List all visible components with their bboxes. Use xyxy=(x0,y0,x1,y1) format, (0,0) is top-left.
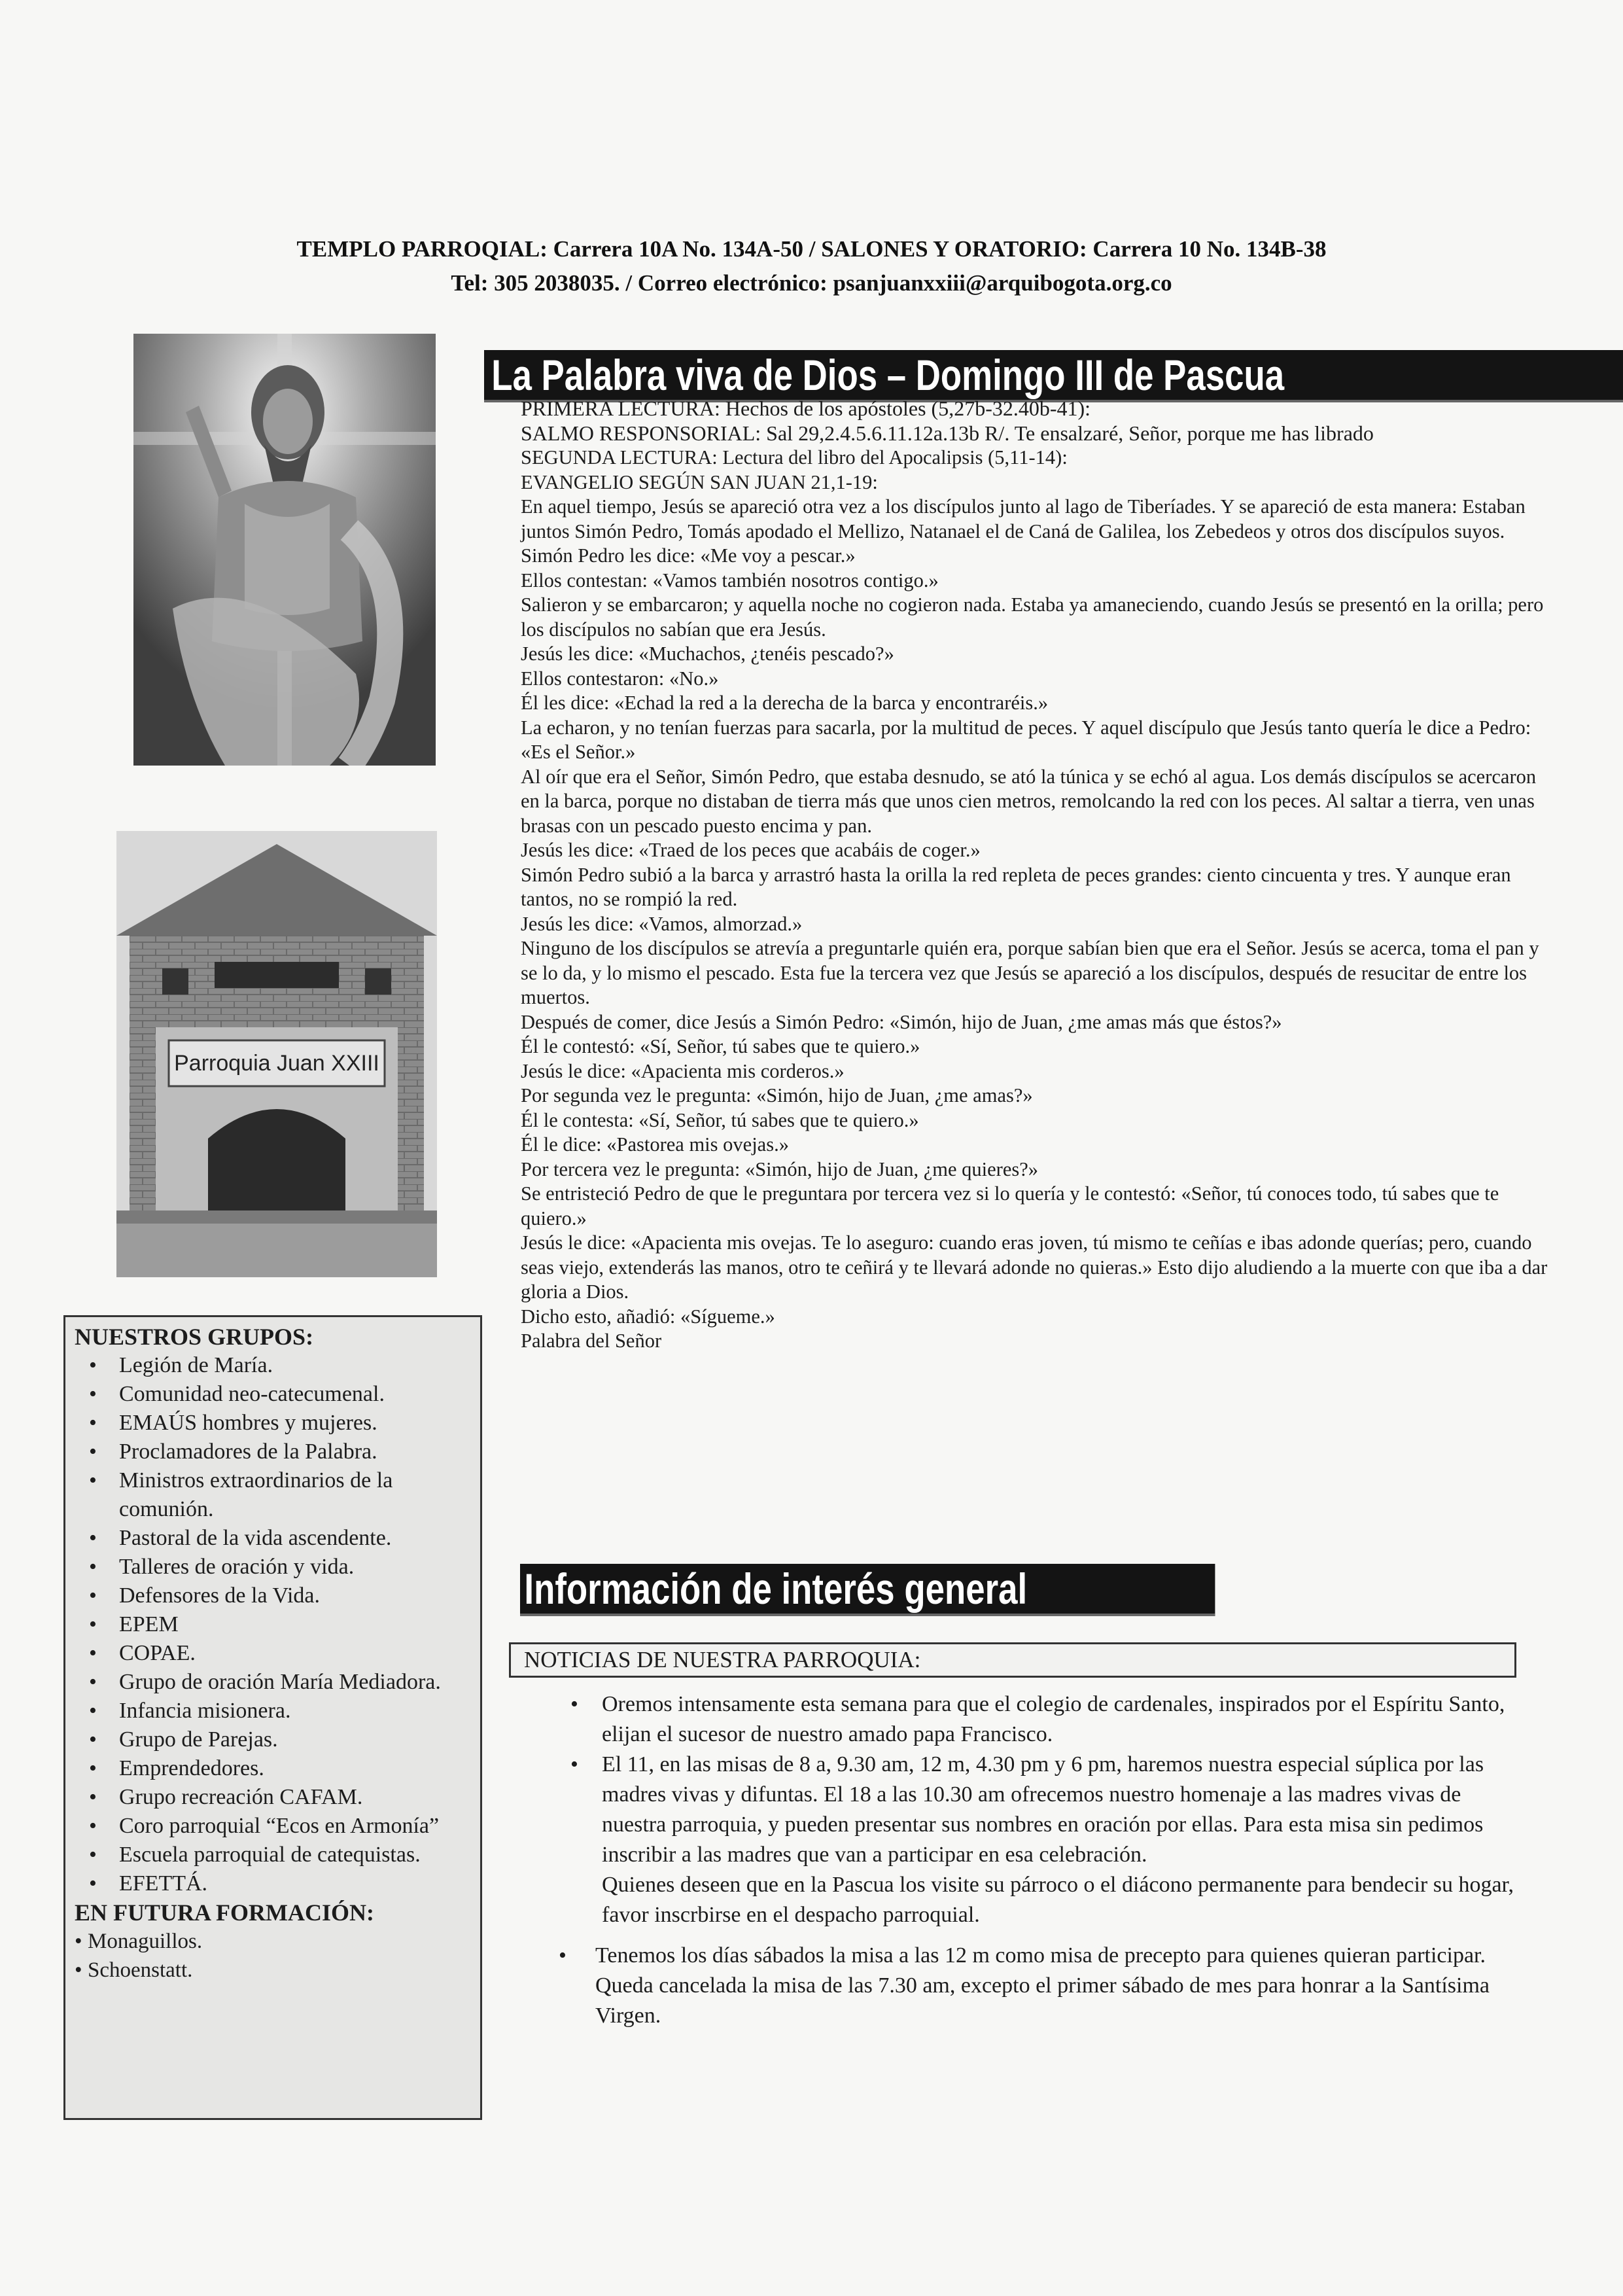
group-item: • Pastoral de la vida ascendente. xyxy=(75,1524,474,1553)
group-item: • Ministros extraordinarios de la comunión. xyxy=(75,1466,474,1524)
reading-line: Salieron y se embarcaron; y aquella noche no cogieron nada. Estaba ya amaneciendo, cuando Jesús se presentó en la orilla; pero los discípulos no sabían que era Jesús. xyxy=(521,593,1544,641)
reading-line: EVANGELIO SEGÚN SAN JUAN 21,1-19: xyxy=(521,470,878,493)
reading-line: Por segunda vez le pregunta: «Simón, hijo de Juan, ¿me amas?» xyxy=(521,1084,1033,1106)
church-image xyxy=(116,831,437,1277)
reading-line: Jesús les dice: «Vamos, almorzad.» xyxy=(521,912,803,935)
group-item: • Talleres de oración y vida. xyxy=(75,1553,474,1581)
future-item: • Schoenstatt. xyxy=(75,1956,474,1985)
noticias-heading: NOTICIAS DE NUESTRA PARROQUIA: xyxy=(509,1642,1516,1678)
reading-line: Él le dice: «Pastorea mis ovejas.» xyxy=(521,1133,789,1156)
groups-title: NUESTROS GRUPOS: xyxy=(75,1324,314,1350)
noticia-item: • El 11, en las misas de 8 a, 9.30 am, 12 m, 4.30 pm y 6 pm, haremos nuestra especial súplica por las madres vivas y difuntas. El 18 a las 10.30 am ofrecemos nuestro homenaje a las madres vivas de nuestra parroquia, y pueden presentar sus nombres en oración por ellas. Para esta misa sin pedimos inscribir a las madres que van a participar en esa celebración. xyxy=(530,1750,1518,1870)
group-item: • Legión de María. xyxy=(75,1351,474,1380)
reading-line: Ninguno de los discípulos se atrevía a preguntarle quién era, porque sabían bien que era el Señor. Jesús se acerca, toma el pan y se lo da, y lo mismo el pescado. Esta fue la tercera vez que Jesús se apareció a los discípulos, después de resucitar de entre los muertos. xyxy=(521,937,1539,1008)
reading-line: Simón Pedro subió a la barca y arrastró hasta la orilla la red repleta de peces grandes: ciento cincuenta y tres. Y aunque eran tantos, no se rompió la red. xyxy=(521,863,1511,910)
reading-line: Simón Pedro les dice: «Me voy a pescar.» xyxy=(521,544,856,567)
group-item: • Grupo recreación CAFAM. xyxy=(75,1783,474,1812)
reading-line: En aquel tiempo, Jesús se apareció otra vez a los discípulos junto al lago de Tiberíades. Y se apareció de esta manera: Estaban juntos Simón Pedro, Tomás apodado el Mellizo, Natanael el de Caná de Galilea, los Zebedeos y otros dos discípulos suyos. xyxy=(521,495,1526,542)
palabra-banner: La Palabra viva de Dios – Domingo III de Pascua xyxy=(484,350,1623,402)
group-item: • EMAÚS hombres y mujeres. xyxy=(75,1409,474,1438)
noticia-item: • Tenemos los días sábados la misa a las 12 m como misa de precepto para quienes quieran participar. Queda cancelada la misa de las 7.30 am, excepto el primer sábado de mes para honrar a la Santísima Virgen. xyxy=(530,1941,1518,2031)
parish-header xyxy=(0,232,1623,300)
future-item: • Monaguillos. xyxy=(75,1927,474,1956)
noticia-item: • Oremos intensamente esta semana para que el colegio de cardenales, inspirados por el Espíritu Santo, elijan el sucesor de nuestro amado papa Francisco. xyxy=(530,1689,1518,1750)
reading-line: Palabra del Señor xyxy=(521,1330,662,1352)
group-item: • COPAE. xyxy=(75,1639,474,1668)
jesus-image xyxy=(133,334,436,766)
group-item: • Grupo de oración María Mediadora. xyxy=(75,1668,474,1697)
reading-line: Ellos contestan: «Vamos también nosotros contigo.» xyxy=(521,569,939,592)
reading-line: Jesús le dice: «Apacienta mis corderos.» xyxy=(521,1059,845,1082)
reading-line: Se entristeció Pedro de que le preguntara por tercera vez si lo quería y le contestó: «Señor, tú conoces todo, tú sabes que te quiero.» xyxy=(521,1182,1499,1229)
reading-line: Ellos contestaron: «No.» xyxy=(521,667,719,690)
group-item: • Coro parroquial “Ecos en Armonía” xyxy=(75,1812,474,1841)
reading-line: Él les dice: «Echad la red a la derecha de la barca y encontraréis.» xyxy=(521,692,1049,714)
reading-line: Jesús le dice: «Apacienta mis ovejas. Te lo aseguro: cuando eras joven, tú mismo te ceñías e ibas adonde querías; pero, cuando seas viejo, extenderás las manos, otro te ceñirá y te llevará adonde no quieras.» Esto dijo aludiendo a la muerte con que iba a dar gloria a Dios. xyxy=(521,1231,1548,1303)
group-item: • Escuela parroquial de catequistas. xyxy=(75,1841,474,1869)
address-line: TEMPLO PARROQIAL: Carrera 10A No. 134A-50 / SALONES Y ORATORIO: Carrera 10 No. 134B-38 xyxy=(296,236,1327,262)
reading-line: Jesús les dice: «Muchachos, ¿tenéis pescado?» xyxy=(521,643,894,665)
info-banner: Información de interés general xyxy=(520,1564,1215,1616)
reading-line: Al oír que era el Señor, Simón Pedro, que estaba desnudo, se ató la túnica y se echó al agua. Los demás discípulos se acercaron en la barca, porque no distaban de tierra más que unos cien metros, remolcando la red con los peces. Al saltar a tierra, ven unas brasas con un pescado puesto encima y pan. xyxy=(521,765,1537,837)
church-sign: Parroquia Juan XXIII xyxy=(174,1051,379,1076)
reading-line: Dicho esto, añadió: «Sígueme.» xyxy=(521,1305,775,1328)
reading-line: Él le contestó: «Sí, Señor, tú sabes que te quiero.» xyxy=(521,1035,920,1057)
reading-line: SEGUNDA LECTURA: Lectura del libro del Apocalipsis (5,11-14): xyxy=(521,446,1068,468)
reading-line: Él le contesta: «Sí, Señor, tú sabes que te quiero.» xyxy=(521,1108,919,1131)
reading-line: Por tercera vez le pregunta: «Simón, hijo de Juan, ¿me quieres?» xyxy=(521,1157,1039,1180)
groups-box xyxy=(63,1315,482,2120)
readings-text xyxy=(521,397,1557,1354)
reading-line: SALMO RESPONSORIAL: Sal 29,2.4.5.6.11.12a.13b R/. Te ensalzaré, Señor, porque me has librado xyxy=(521,421,1374,445)
contact-line: Tel: 305 2038035. / Correo electrónico: psanjuanxxiii@arquibogota.org.co xyxy=(451,270,1172,296)
group-item: • Emprendedores. xyxy=(75,1754,474,1783)
future-formation-title: EN FUTURA FORMACIÓN: xyxy=(75,1899,374,1926)
group-item: • Proclamadores de la Palabra. xyxy=(75,1438,474,1466)
noticia-item: Quienes deseen que en la Pascua los visite su párroco o el diácono permanente para bendecir su hogar, favor inscrbirse en el despacho parroquial. xyxy=(602,1873,1514,1927)
group-item: • Defensores de la Vida. xyxy=(75,1581,474,1610)
reading-line: Jesús les dice: «Traed de los peces que acabáis de coger.» xyxy=(521,839,981,861)
reading-line: La echaron, y no tenían fuerzas para sacarla, por la multitud de peces. Y aquel discípulo que Jesús tanto quería le dice a Pedro: «Es el Señor.» xyxy=(521,716,1531,763)
groups-list xyxy=(75,1351,474,1898)
group-item: • Comunidad neo-catecumenal. xyxy=(75,1380,474,1409)
group-item: • Infancia misionera. xyxy=(75,1697,474,1725)
group-item: • EPEM xyxy=(75,1610,474,1639)
future-formation-list xyxy=(75,1927,474,1985)
reading-line: PRIMERA LECTURA: Hechos de los apóstoles (5,27b-32.40b-41): xyxy=(521,397,1091,420)
group-item: • Grupo de Parejas. xyxy=(75,1725,474,1754)
group-item: • EFETTÁ. xyxy=(75,1869,474,1898)
reading-line: Después de comer, dice Jesús a Simón Pedro: «Simón, hijo de Juan, ¿me amas más que éstos?» xyxy=(521,1010,1282,1033)
noticias-list xyxy=(530,1689,1518,2031)
